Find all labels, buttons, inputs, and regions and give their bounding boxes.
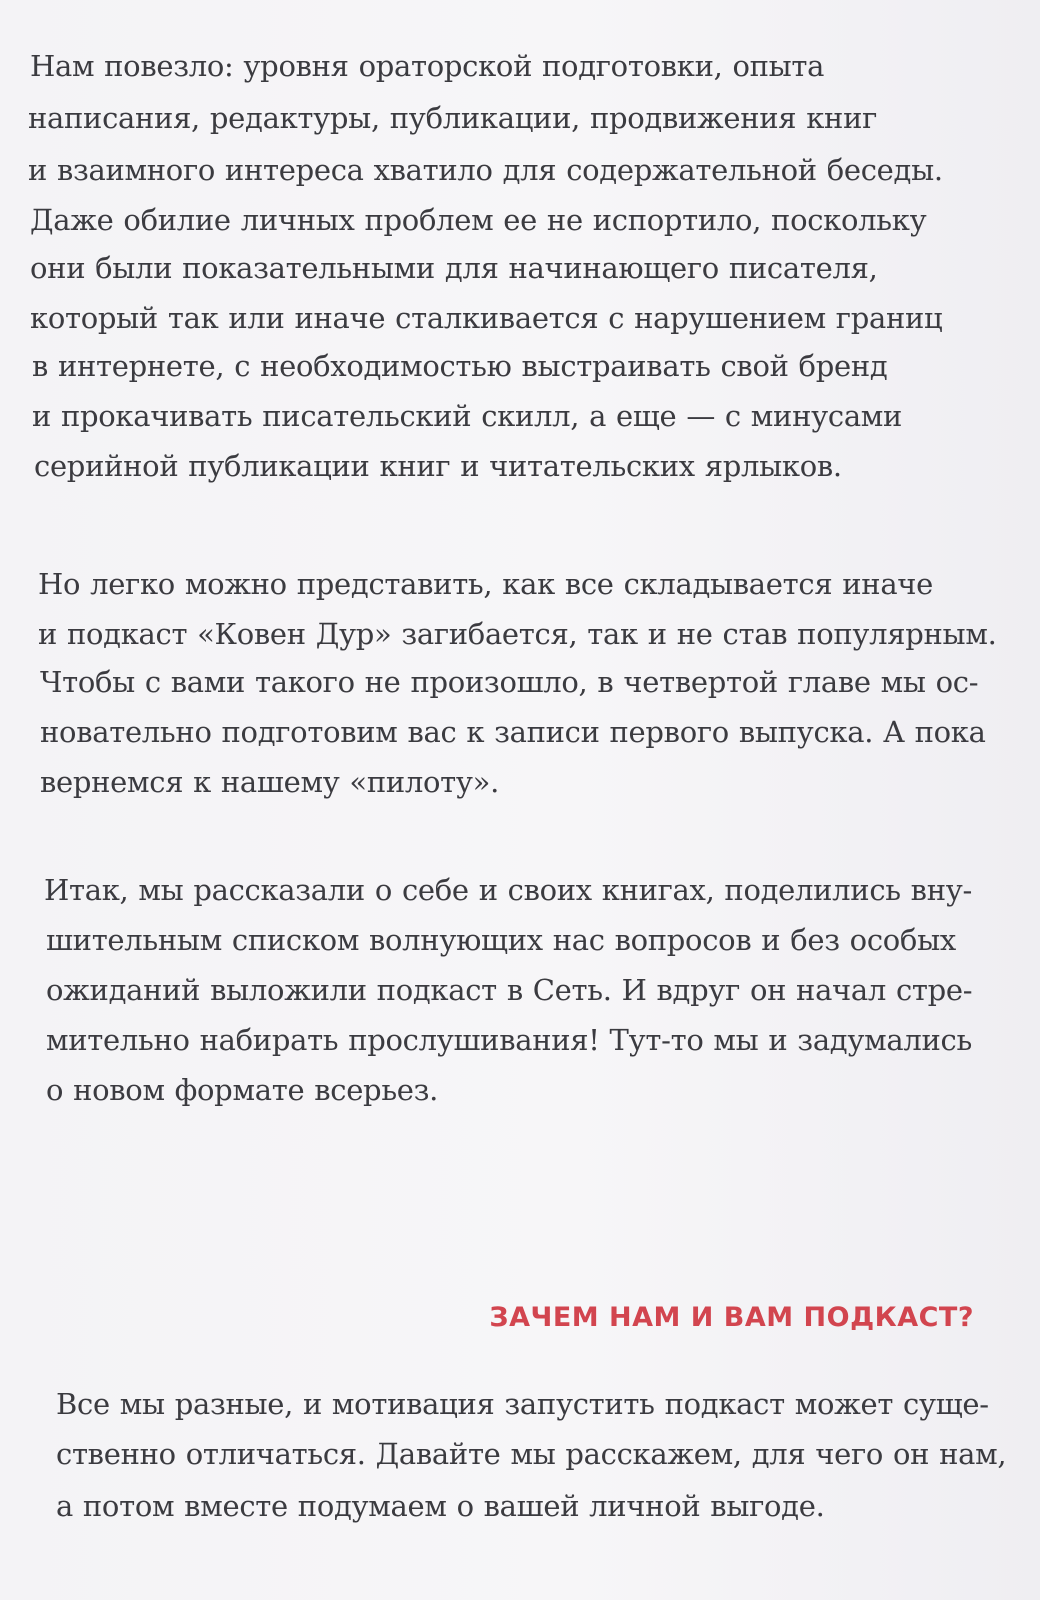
text-line: и прокачивать писательский скилл, а еще — с минусами: [32, 399, 903, 433]
text-line: Но легко можно представить, как все складывается иначе: [38, 567, 934, 601]
text-line: серийной публикации книг и читательских ярлыков.: [34, 449, 842, 483]
text-line: шительным списком волнующих нас вопросов и без особых: [46, 923, 956, 957]
text-line: Чтобы с вами такого не произошло, в четвертой главе мы ос-: [40, 665, 979, 699]
text-line: и взаимного интереса хватило для содержательной беседы.: [28, 153, 943, 187]
section-heading: ЗАЧЕМ НАМ И ВАМ ПОДКАСТ?: [489, 1302, 974, 1333]
text-line: о новом формате всерьез.: [46, 1073, 439, 1107]
text-line: а потом вместе подумаем о вашей личной выгоде.: [56, 1489, 825, 1523]
text-line: новательно подготовим вас к записи первого выпуска. А пока: [40, 715, 986, 749]
text-line: который так или иначе сталкивается с нарушением границ: [30, 301, 943, 335]
text-line: ственно отличаться. Давайте мы расскажем, для чего он нам,: [56, 1437, 1007, 1471]
text-line: и подкаст «Ковен Дур» загибается, так и не став популярным.: [38, 617, 997, 651]
text-line: в интернете, с необходимостью выстраивать свой бренд: [32, 349, 888, 383]
text-line: ожиданий выложили подкаст в Сеть. И вдруг он начал стре-: [46, 973, 973, 1007]
text-line: Нам повезло: уровня ораторской подготовки, опыта: [30, 49, 825, 83]
text-line: написания, редактуры, публикации, продвижения книг: [28, 101, 877, 135]
text-line: вернемся к нашему «пилоту».: [40, 765, 500, 799]
text-line: Все мы разные, и мотивация запустить подкаст может суще-: [56, 1387, 989, 1421]
text-line: Даже обилие личных проблем ее не испортило, поскольку: [30, 203, 927, 237]
text-line: мительно набирать прослушивания! Тут-то мы и задумались: [46, 1023, 972, 1057]
text-line: они были показательными для начинающего писателя,: [30, 251, 878, 285]
text-line: Итак, мы рассказали о себе и своих книгах, поделились вну-: [44, 873, 972, 907]
